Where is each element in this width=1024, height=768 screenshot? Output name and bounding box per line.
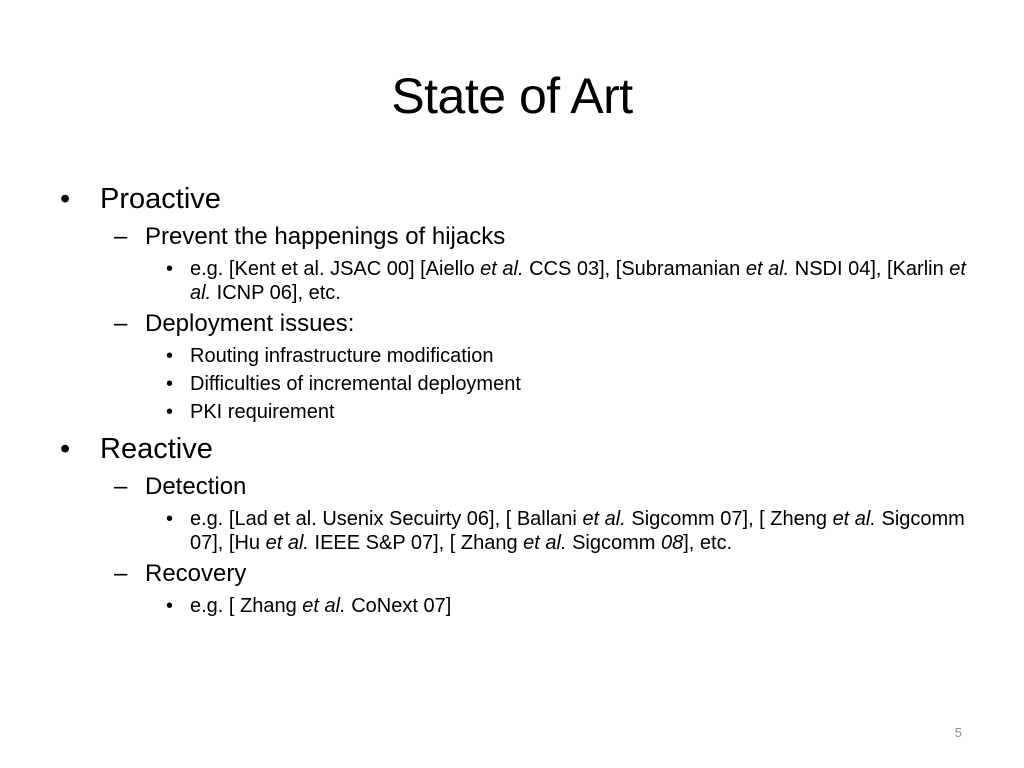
dash-icon: – (114, 310, 128, 337)
detail-text (190, 257, 980, 305)
detail-text (190, 507, 980, 555)
text-segment: ICNP 06], etc. (211, 282, 341, 304)
bullet-icon: • (166, 373, 174, 395)
text-segment: Sigcomm 07], [ Zheng (625, 508, 833, 530)
text-segment: PKI requirement (190, 401, 335, 423)
bullet-icon: • (166, 258, 174, 280)
text-segment: IEEE S&P 07], [ Zhang (308, 532, 524, 554)
text-segment: Difficulties of incremental deployment (190, 373, 521, 395)
bullet-icon: • (166, 595, 174, 617)
section-heading: Reactive (100, 433, 213, 465)
text-segment: ], etc. (683, 532, 733, 554)
italic-text: 08 (661, 532, 684, 554)
section-heading: Proactive (100, 183, 221, 215)
bullet-icon: • (166, 508, 174, 530)
text-segment: Sigcomm (566, 532, 661, 554)
text-segment: e.g. [ Zhang (190, 595, 303, 617)
italic-text: et al. (582, 508, 626, 530)
dash-icon: – (114, 223, 128, 250)
detail-text (190, 400, 980, 424)
text-segment: Routing infrastructure modification (190, 345, 494, 367)
bullet-icon: • (166, 345, 174, 367)
text-segment: Sigcomm 07], [Hu (190, 508, 965, 554)
detail-item (56, 400, 976, 424)
subsection-item (56, 558, 976, 590)
text-segment: NSDI 04], [Karlin (789, 258, 950, 280)
subsection-label: Prevent the happenings of hijacks (145, 223, 506, 250)
text-segment: CCS 03], [Subramanian (523, 258, 746, 280)
italic-text: et al. (302, 595, 346, 617)
subsection-label: Deployment issues: (145, 310, 355, 337)
italic-text: et al. (190, 258, 966, 304)
detail-text (190, 594, 980, 618)
detail-item (56, 257, 976, 305)
bullet-icon: • (166, 401, 174, 423)
subsection-item (56, 471, 976, 503)
detail-text (190, 344, 980, 368)
subsection-item (56, 221, 976, 253)
detail-text (190, 372, 980, 396)
section-proactive (56, 180, 976, 218)
italic-text: et al. (265, 532, 309, 554)
italic-text: et al. (523, 532, 567, 554)
text-segment: e.g. [Lad et al. Usenix Secuirty 06], [ Ballani (190, 508, 583, 530)
section-reactive (56, 430, 976, 468)
subsection-label: Detection (145, 473, 247, 500)
page-number: 5 (954, 725, 962, 740)
detail-item (56, 372, 976, 396)
dash-icon: – (114, 473, 128, 500)
slide-title: State of Art (391, 68, 633, 124)
italic-text: et al. (480, 258, 524, 280)
detail-item (56, 344, 976, 368)
slide-content (56, 180, 976, 618)
bullet-icon: • (60, 183, 71, 215)
detail-item (56, 594, 976, 618)
text-segment: e.g. [Kent et al. JSAC 00] [Aiello (190, 258, 481, 280)
subsection-label: Recovery (145, 560, 247, 587)
dash-icon: – (114, 560, 128, 587)
text-segment: CoNext 07] (345, 595, 452, 617)
detail-item (56, 507, 976, 555)
subsection-item (56, 308, 976, 340)
italic-text: et al. (745, 258, 790, 280)
bullet-icon: • (60, 433, 71, 465)
italic-text: et al. (832, 508, 876, 530)
